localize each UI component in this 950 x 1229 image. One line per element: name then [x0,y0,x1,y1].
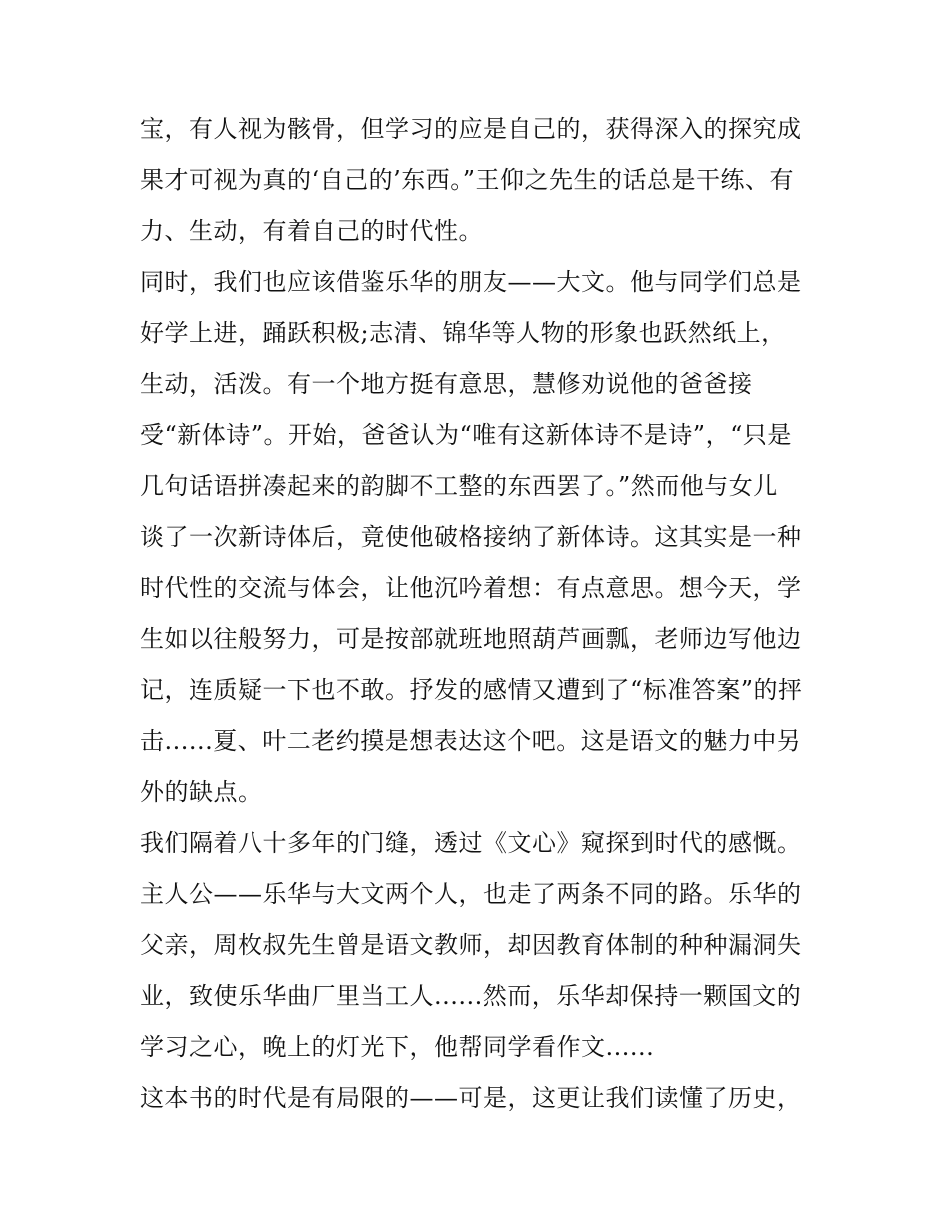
text-line: 父亲，周枚叔先生曾是语文教师，却因教育体制的种种漏洞失 [140,931,802,959]
body-text [140,104,820,1124]
text-line: 这本书的时代是有局限的——可是，这更让我们读懂了历史， [140,1084,802,1112]
text-line: 力、生动，有着自己的时代性。 [140,217,483,245]
text-line: 几句话语拼凑起来的韵脚不工整的东西罢了。”然而他与女儿 [140,472,778,500]
text-line: 击......夏、叶二老约摸是想表达这个吧。这是语文的魅力中另 [140,727,802,755]
text-line: 同时，我们也应该借鉴乐华的朋友——大文。他与同学们总是 [140,268,802,296]
text-line: 业，致使乐华曲厂里当工人......然而，乐华却保持一颗国文的 [140,982,802,1010]
text-line: 我们隔着八十多年的门缝，透过《文心》窥探到时代的感慨。 [140,829,802,857]
text-line: 主人公——乐华与大文两个人，也走了两条不同的路。乐华的 [140,880,802,908]
text-line: 生如以往般努力，可是按部就班地照葫芦画瓢，老师边写他边 [140,625,802,653]
text-line: 受“新体诗”。开始，爸爸认为“唯有这新体诗不是诗”，“只是 [140,421,792,449]
text-line: 学习之心，晚上的灯光下，他帮同学看作文...... [140,1033,655,1061]
text-line: 记，连质疑一下也不敢。抒发的感情又遭到了“标准答案”的抨 [140,676,803,704]
text-line: 果才可视为真的‘自己的’东西。”王仰之先生的话总是干练、有 [140,166,795,194]
text-line: 宝，有人视为骸骨，但学习的应是自己的，获得深入的探究成 [140,115,802,143]
text-line: 谈了一次新诗体后，竟使他破格接纳了新体诗。这其实是一种 [140,523,802,551]
text-line: 生动，活泼。有一个地方挺有意思，慧修劝说他的爸爸接 [140,370,753,398]
text-line: 好学上进，踊跃积极;志清、锦华等人物的形象也跃然纸上， [140,319,786,347]
text-line: 外的缺点。 [140,778,263,806]
text-line: 时代性的交流与体会，让他沉吟着想：有点意思。想今天，学 [140,574,802,602]
